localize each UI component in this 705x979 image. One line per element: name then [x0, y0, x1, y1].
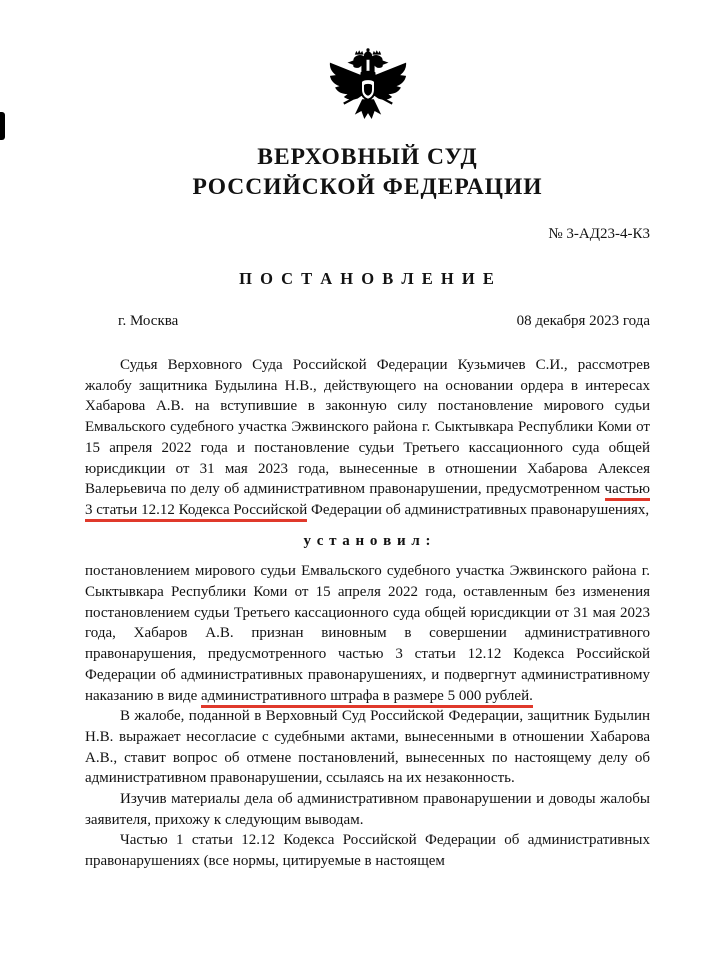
document-body: [85, 355, 650, 872]
scan-artifact: [0, 112, 5, 140]
court-name-line2: РОССИЙСКОЙ ФЕДЕРАЦИИ: [192, 174, 543, 200]
paragraph-review: Изучив материалы дела об административном правонарушении и доводы жалобы заявителя, прихожу к следующим выводам.: [85, 791, 650, 828]
document-header: [85, 48, 650, 330]
paragraph-complaint: В жалобе, поданной в Верховный Суд Российской Федерации, защитник Будылин Н.В. выражает несогласие с судебными актами, вынесенными в отношении Хабарова А.В., ставит вопрос об отмене постановлений, вынесенных по настоящему делу об административном правонарушении, ссылаясь на их незаконность.: [85, 708, 650, 787]
paragraph-intro: Судья Верховного Суда Российской Федерации Кузьмичев С.И., рассмотрев жалобу защитника Будылина Н.В., действующего на основании ордера в интересах Хабарова А.В. на вступившие в законную силу постановление мирового судьи Емвальского судебного участка Эжвинского района г. Сыктывкара Республики Коми от 15 апреля 2022 года и постановление судьи Третьего кассационного суда общей юрисдикции от 31 мая 2023 года, вынесенные в отношении Хабарова Алексея Валерьевича по делу об административном правонарушении, предусмотренном частью 3 статьи 12.12 Кодекса Российской Федерации об административных правонарушениях,: [85, 355, 650, 521]
document-title: П О С Т А Н О В Л Е Н И Е: [239, 269, 496, 288]
case-number: № 3-АД23-4-К3: [548, 226, 650, 242]
paragraph-ruling: постановлением мирового судьи Емвальского судебного участка Эжвинского района г. Сыктывкара Республики Коми от 15 апреля 2022 года, оставленным без изменения постановлением судьи Третьего кассационного суда общей юрисдикции от 31 мая 2023 года, Хабаров А.В. признан виновным в совершении административного правонарушения, предусмотренного частью 3 статьи 12.12 Кодекса Российской Федерации об административных правонарушениях, и подвергнут административному наказанию в виде административного штрафа в размере 5 000 рублей.: [85, 561, 650, 706]
russia-coat-of-arms-icon: [324, 48, 412, 130]
red-pen-underline: частью 3 статьи 12.12 Кодекса Российской: [85, 481, 650, 522]
court-name: [85, 142, 650, 202]
date-label: 08 декабря 2023 года: [516, 313, 650, 329]
paragraph-legal-basis: Частью 1 статьи 12.12 Кодекса Российской Федерации об административных правонарушениях (все нормы, цитируемые в настоящем: [85, 832, 650, 870]
place-date-row: [85, 313, 650, 330]
place-label: г. Москва: [118, 313, 179, 329]
resolution-word: у с т а н о в и л :: [303, 532, 432, 549]
court-name-line1: ВЕРХОВНЫЙ СУД: [257, 144, 478, 170]
red-pen-underline: административного штрафа в размере 5 000 рублей.: [201, 688, 533, 708]
